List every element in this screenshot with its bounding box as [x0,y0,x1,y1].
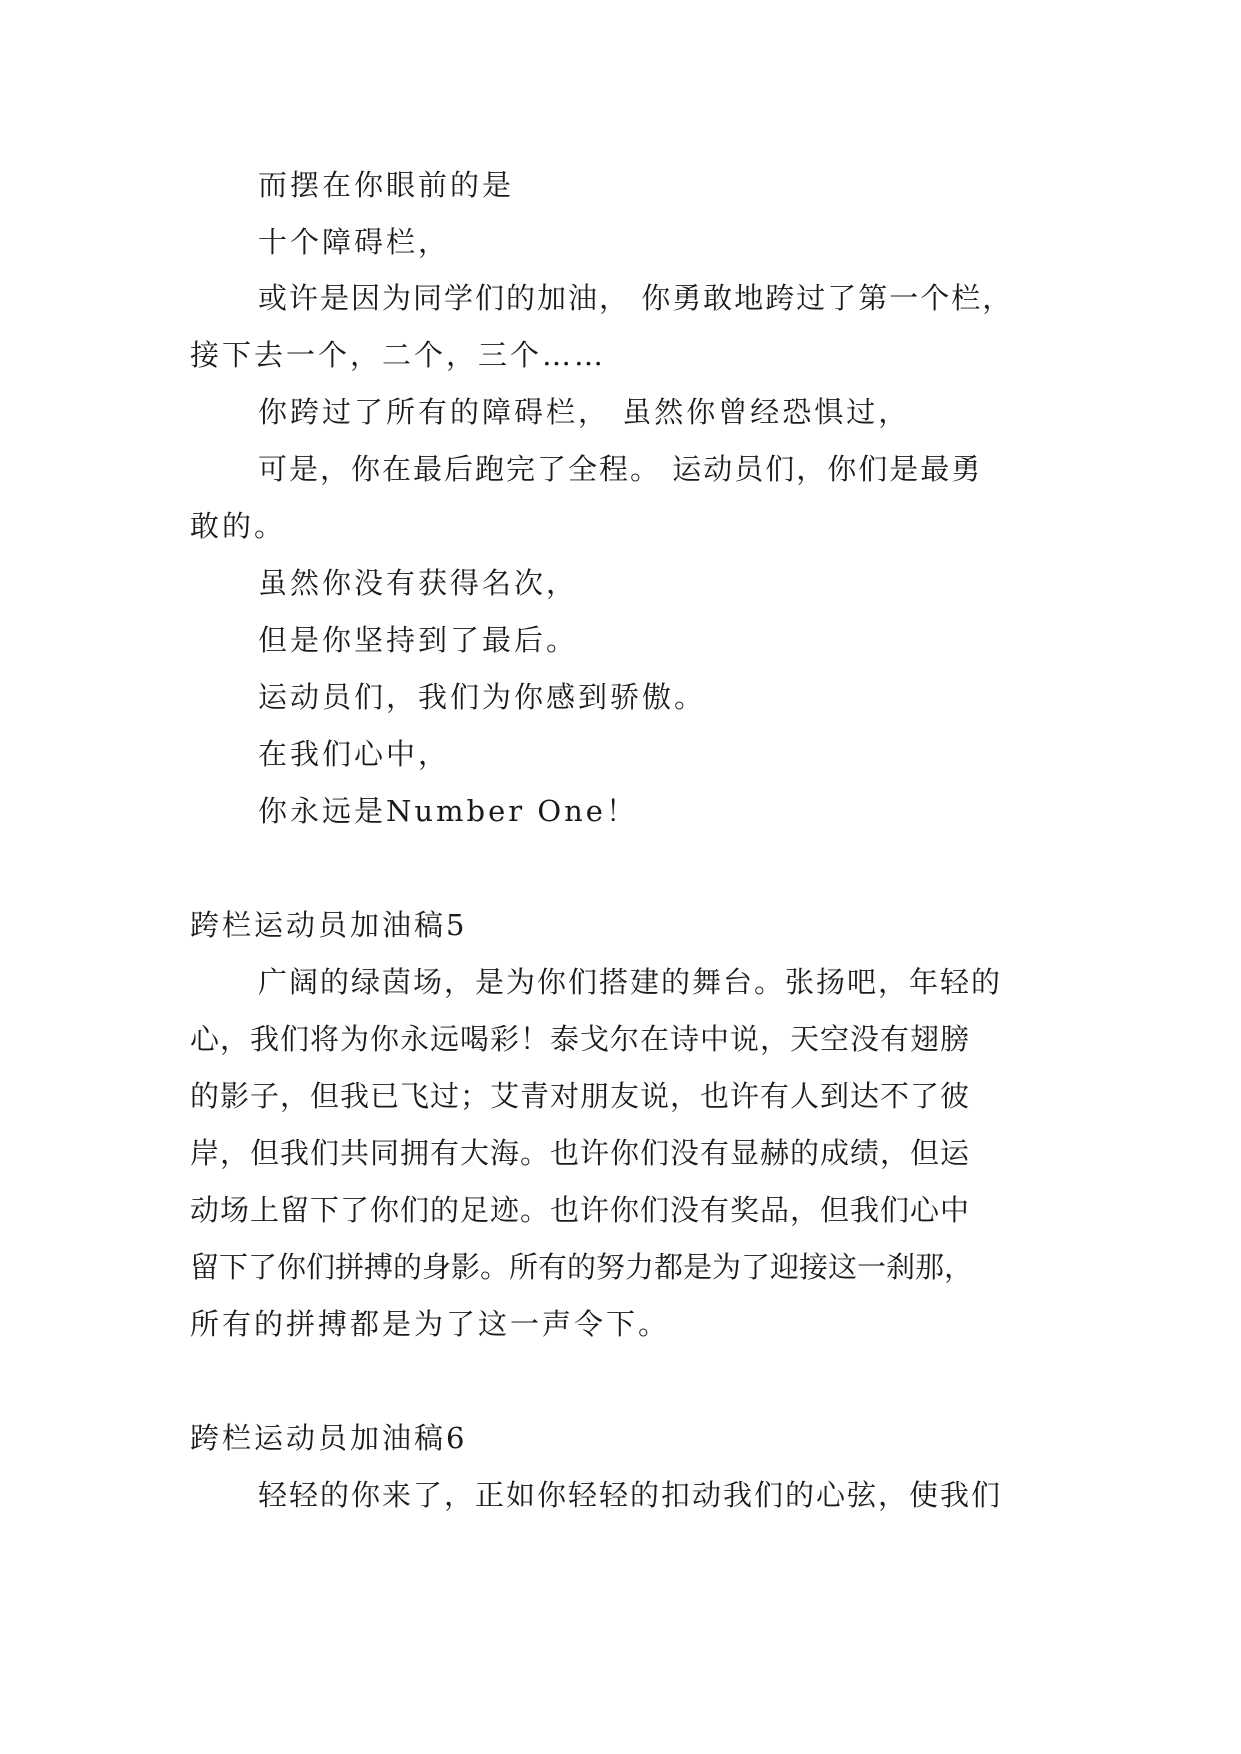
poem-line: 你跨过了所有的障碍栏， 虽然你曾经恐惧过， [258,395,911,429]
paragraph-line: 广阔的绿茵场，是为你们搭建的舞台。张扬吧，年轻的 [258,965,1003,999]
section-heading: 跨栏运动员加油稿5 [190,908,468,942]
poem-line: 可是，你在最后跑完了全程。 运动员们，你们是最勇 [258,452,983,486]
poem-line: 运动员们，我们为你感到骄傲。 [258,680,707,714]
paragraph-line: 所有的拼搏都是为了这一声令下。 [190,1307,671,1341]
poem-line: 在我们心中， [258,737,451,771]
section-heading: 跨栏运动员加油稿6 [190,1421,468,1455]
poem-line: 十个障碍栏， [258,225,451,259]
paragraph-line: 的影子，但我已飞过；艾青对朋友说，也许有人到达不了彼 [190,1079,971,1113]
paragraph-line: 岸，但我们共同拥有大海。也许你们没有显赫的成绩，但运 [190,1136,971,1170]
poem-line: 但是你坚持到了最后。 [258,623,579,657]
paragraph-line: 心，我们将为你永远喝彩！泰戈尔在诗中说，天空没有翅膀 [190,1022,971,1056]
paragraph-line: 动场上留下了你们的足迹。也许你们没有奖品，但我们心中 [190,1193,971,1227]
poem-line: 而摆在你眼前的是 [258,168,515,202]
poem-line: 你永远是Number One！ [258,794,638,828]
poem-line: 接下去一个，二个，三个…… [190,338,607,372]
paragraph-line: 轻轻的你来了，正如你轻轻的扣动我们的心弦，使我们 [258,1478,1003,1512]
poem-line: 虽然你没有获得名次， [258,566,579,600]
paragraph-line: 留下了你们拼搏的身影。所有的努力都是为了迎接这一刹那， [190,1250,974,1284]
poem-line: 或许是因为同学们的加油， 你勇敢地跨过了第一个栏， [258,281,1014,315]
poem-line: 敢的。 [190,509,287,543]
